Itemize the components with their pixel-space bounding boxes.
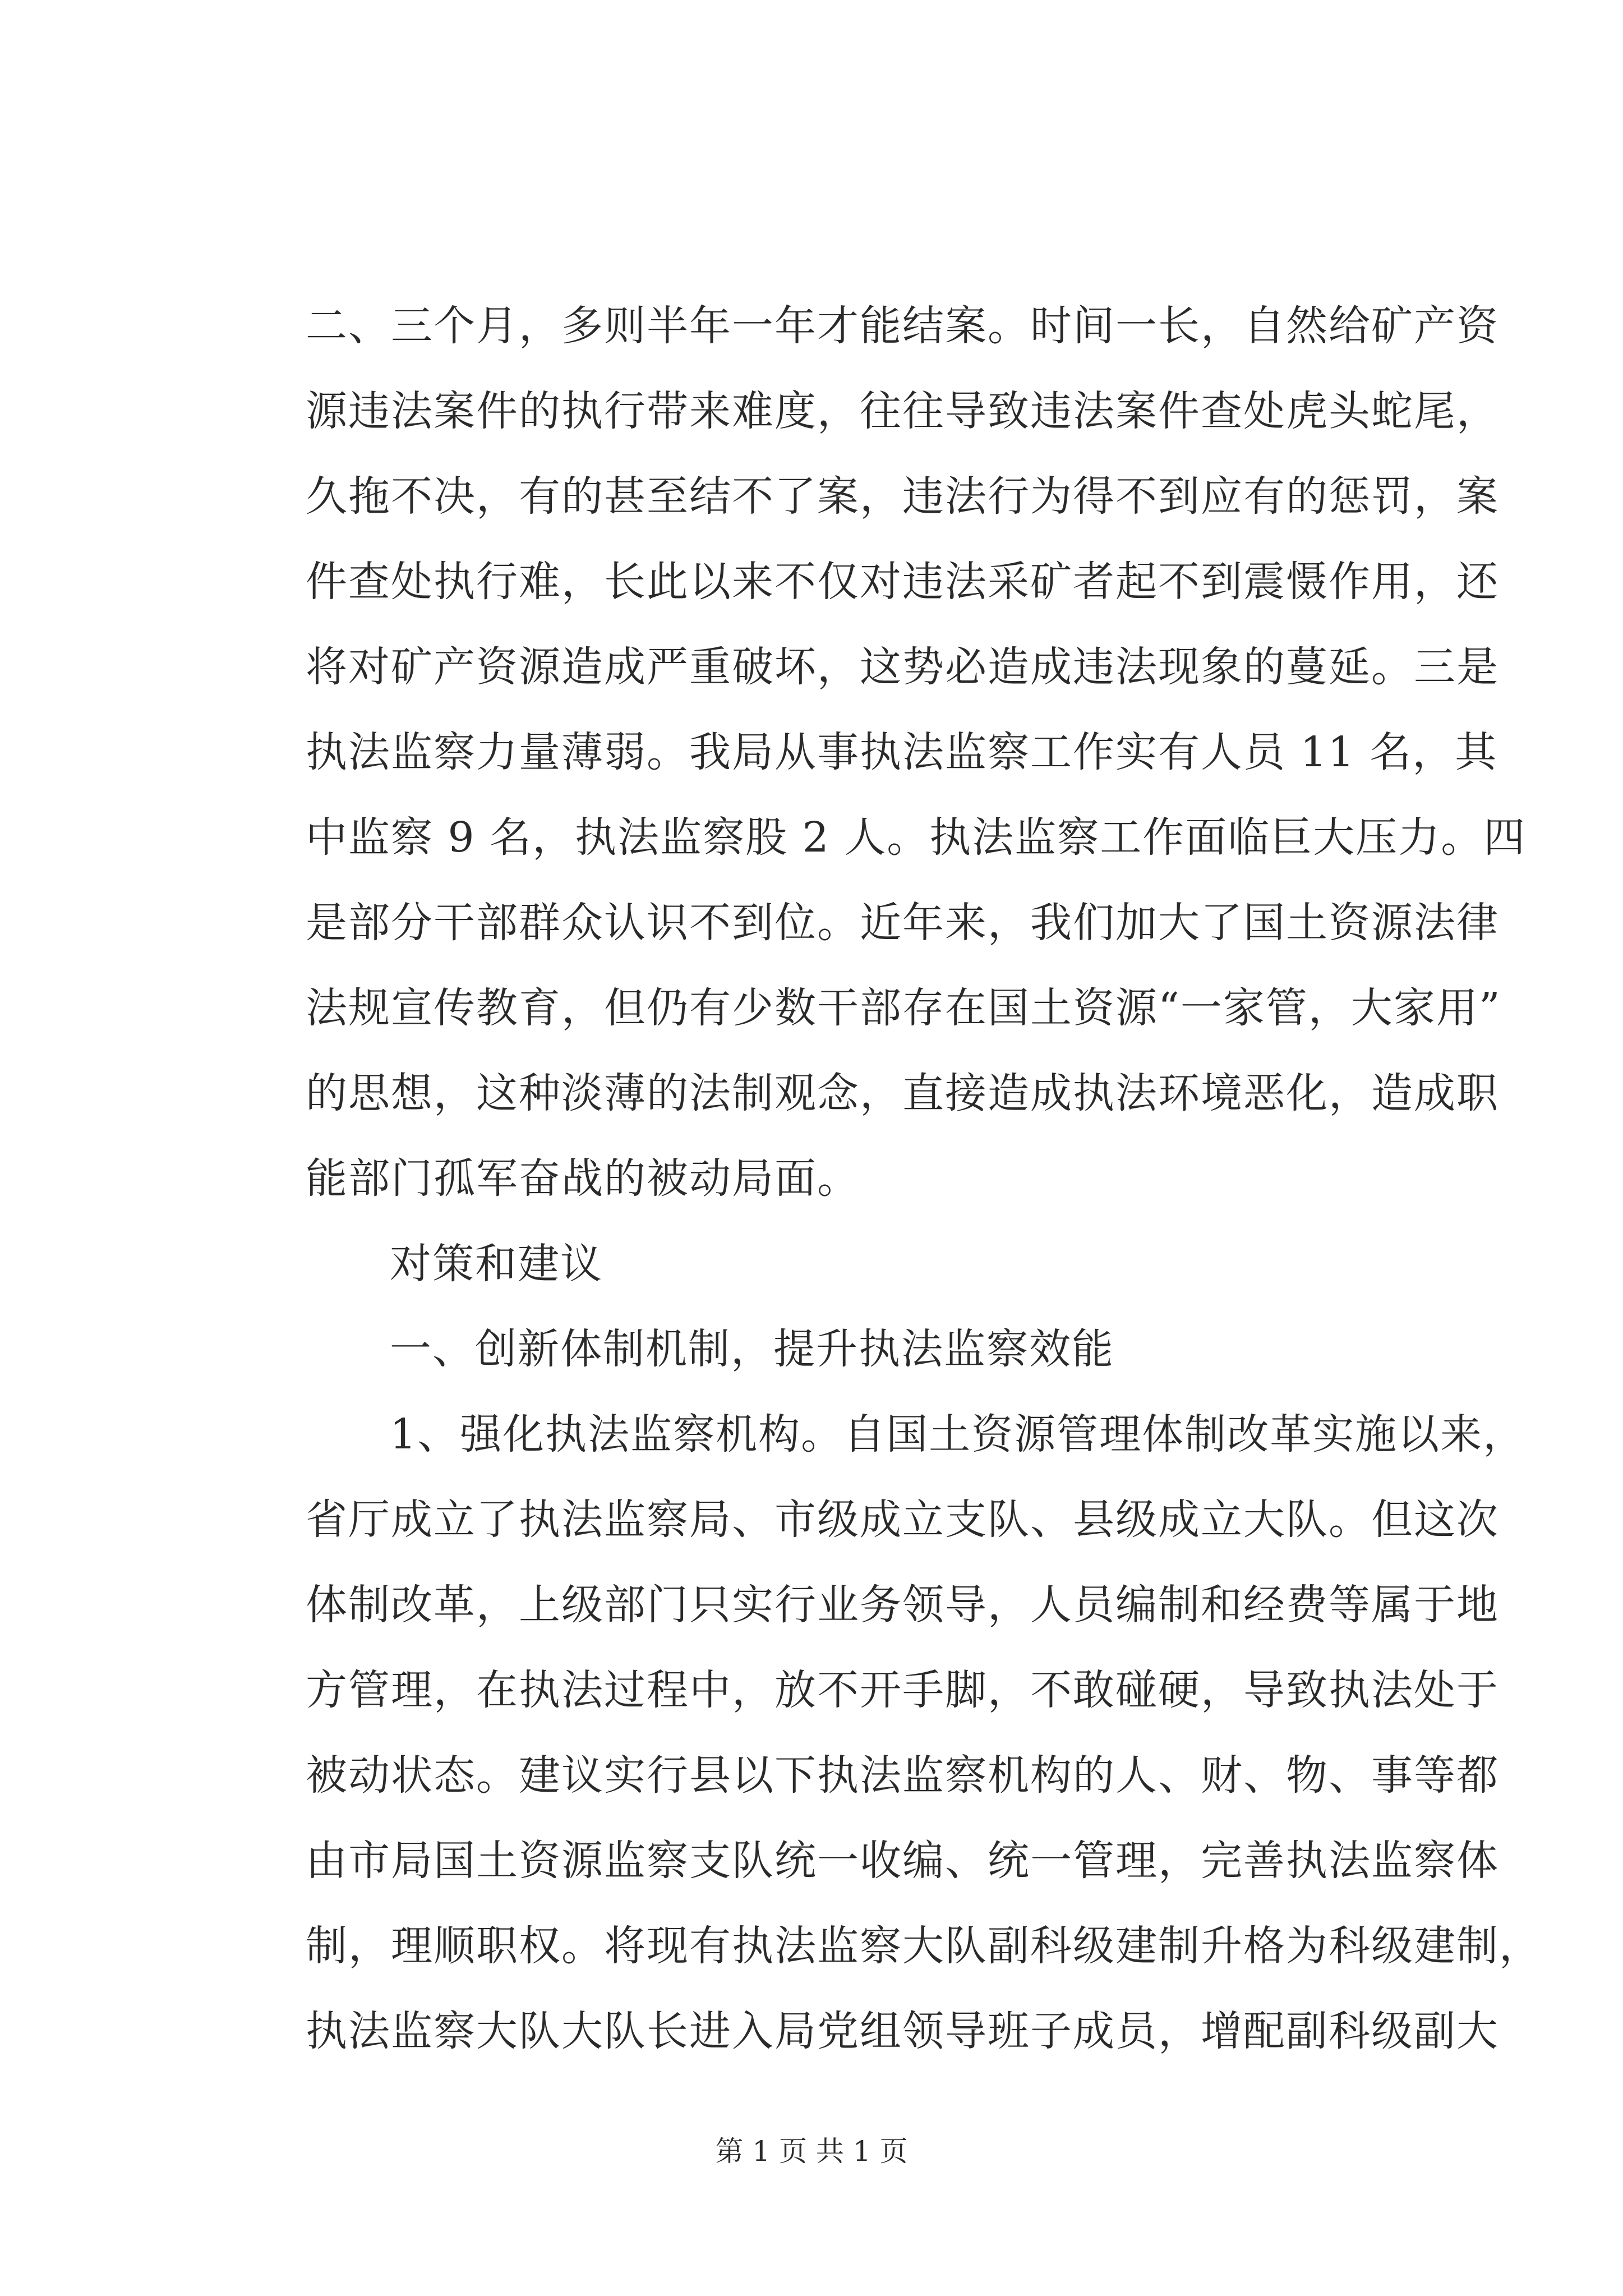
text-line: 法规宣传教育，但仍有少数干部存在国土资源“一家管，大家用” [306,984,1501,1032]
text-line: 二、三个月，多则半年一年才能结案。时间一长，自然给矿产资 [306,302,1499,350]
text-line: 将对矿产资源造成严重破坏，这势必造成违法现象的蔓延。三是 [306,643,1499,691]
text-line: 被动状态。建议实行县以下执法监察机构的人、财、物、事等都 [306,1751,1499,1800]
text-line: 体制改革，上级部门只实行业务领导，人员编制和经费等属于地 [306,1581,1499,1629]
text-line: 件查处执行难，长此以来不仅对违法采矿者起不到震慑作用，还 [306,558,1499,606]
subsection-heading: 一、创新体制机制，提升执法监察效能 [390,1325,1114,1373]
text-line: 源违法案件的执行带来难度，往往导致违法案件查处虎头蛇尾， [306,387,1499,435]
text-line: 制，理顺职权。将现有执法监察大队副科级建制升格为科级建制， [306,1922,1542,1970]
text-line: 执法监察力量薄弱。我局从事执法监察工作实有人员 11 名，其 [306,728,1498,776]
section-heading: 对策和建议 [390,1240,603,1288]
text-line: 中监察 9 名，执法监察股 2 人。执法监察工作面临巨大压力。四 [306,813,1527,862]
text-line: 方管理，在执法过程中，放不开手脚，不敢碰硬，导致执法处于 [306,1666,1499,1714]
text-line: 的思想，这种淡薄的法制观念，直接造成执法环境恶化，造成职 [306,1069,1499,1117]
text-line: 1、强化执法监察机构。自国土资源管理体制改革实施以来， [390,1410,1526,1458]
text-line: 久拖不决，有的甚至结不了案，违法行为得不到应有的惩罚，案 [306,472,1499,521]
text-line: 省厅成立了执法监察局、市级成立支队、县级成立大队。但这次 [306,1496,1499,1544]
text-line: 能部门孤军奋战的被动局面。 [306,1154,860,1203]
text-line: 是部分干部群众认识不到位。近年来，我们加大了国土资源法律 [306,899,1499,947]
page-footer: 第 1 页 共 1 页 [715,2135,908,2168]
text-line: 由市局国土资源监察支队统一收编、统一管理，完善执法监察体 [306,1837,1499,1885]
text-line: 执法监察大队大队长进入局党组领导班子成员，增配副科级副大 [306,2007,1499,2055]
